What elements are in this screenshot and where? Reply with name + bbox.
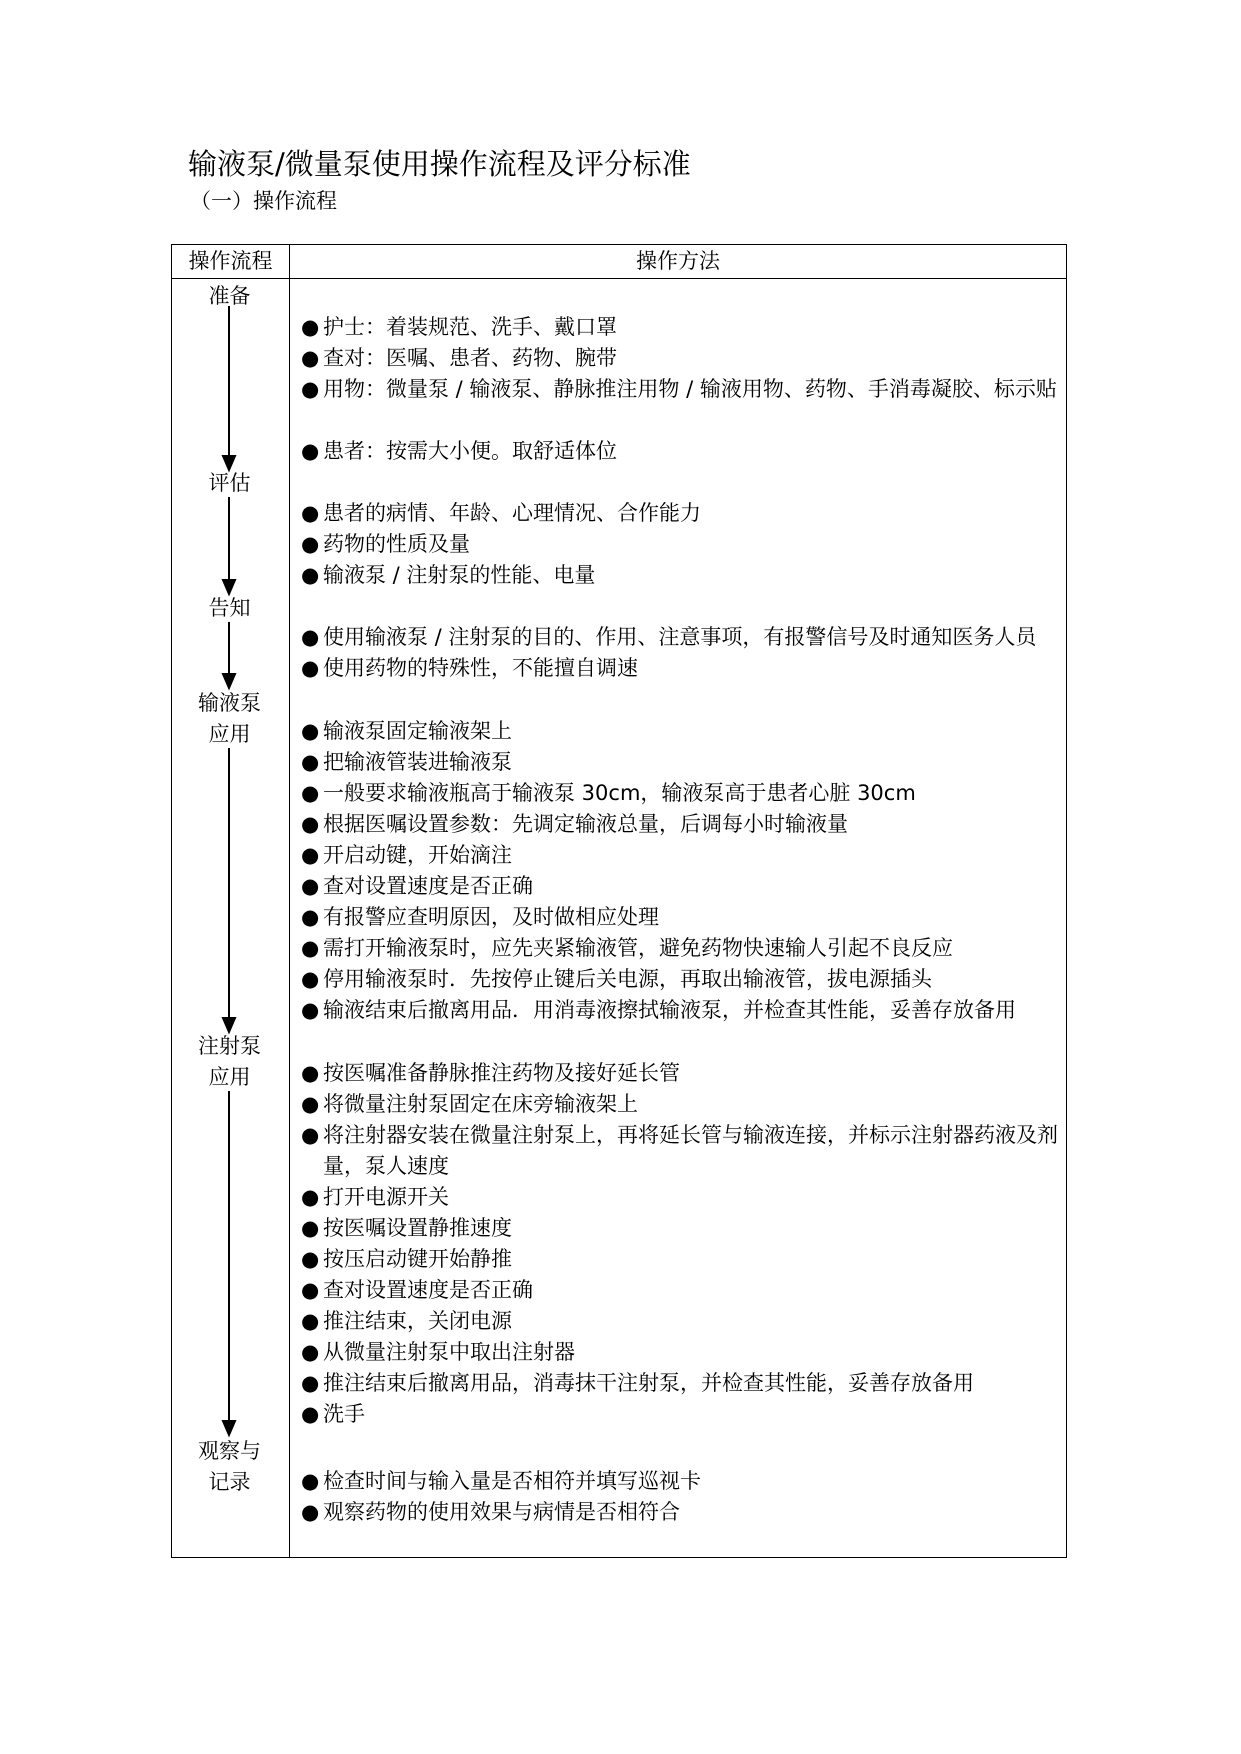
list-item: ● 观察药物的使用效果与病情是否相符合 (301, 1497, 1066, 1528)
list-item: ● 药物的性质及量 (301, 529, 1066, 560)
header-procedure: 操作流程 (188, 249, 273, 273)
list-item: ● 按医嘱准备静脉推注药物及接好延长管 (301, 1058, 1066, 1089)
list-item: ● 一般要求输液瓶高于输液泵 30cm，输液泵高于患者心脏 30cm (301, 778, 1066, 809)
step-label-line: 输液泵 (198, 691, 261, 715)
page-title: 输液泵/微量泵使用操作流程及评分标准 (188, 147, 691, 181)
bullet-icon: ● (301, 1247, 320, 1271)
list-item: ● 推注结束后撤离用品，消毒抹干注射泵，并检查其性能，妥善存放备用 (301, 1368, 1066, 1399)
bullet-icon: ● (301, 1309, 320, 1333)
bullet-icon: ● (301, 967, 320, 991)
list-item: ● 查对：医嘱、患者、药物、腕带 (301, 343, 1066, 374)
bullet-icon: ● (301, 656, 320, 680)
bullet-icon: ● (301, 781, 320, 805)
step-inform: 告知 (208, 596, 251, 620)
bullet-icon: ● (301, 1500, 320, 1524)
bullet-icon: ● (301, 501, 320, 525)
bullet-icon: ● (301, 1185, 320, 1209)
step-prepare: 准备 (208, 284, 251, 308)
list-item: ● 用物：微量泵 / 输液泵、静脉推注用物 / 输液用物、药物、手消毒凝胶、标示贴 (301, 374, 1066, 405)
step-label-line: 应用 (208, 1065, 251, 1089)
list-item: ● 输液泵固定输液架上 (301, 716, 1066, 747)
bullet-icon: ● (301, 1402, 320, 1426)
list-item: ● 查对设置速度是否正确 (301, 871, 1066, 902)
bullet-icon: ● (301, 843, 320, 867)
list-item: ● 输液泵 / 注射泵的性能、电量 (301, 560, 1066, 591)
list-item: ● 将微量注射泵固定在床旁输液架上 (301, 1089, 1066, 1120)
list-item: ● 输液结束后撤离用品．用消毒液擦拭输液泵，并检查其性能，妥善存放备用 (301, 995, 1066, 1026)
list-item: ● 患者的病情、年龄、心理情况、合作能力 (301, 498, 1066, 529)
bullet-icon: ● (301, 532, 320, 556)
list-item: ● 护士：着装规范、洗手、戴口罩 (301, 312, 1066, 343)
arrow-head (223, 1421, 235, 1435)
bullet-icon: ● (301, 1371, 320, 1395)
step-label-line: 应用 (208, 722, 251, 746)
header-method: 操作方法 (636, 249, 720, 273)
step-label-line: 观察与 (198, 1439, 261, 1463)
bullet-icon: ● (301, 1340, 320, 1364)
list-item: ● 开启动键，开始滴注 (301, 840, 1066, 871)
list-item: ● 打开电源开关 (301, 1182, 1066, 1213)
list-item: ● 根据医嘱设置参数：先调定输液总量，后调每小时输液量 (301, 809, 1066, 840)
list-item: ● 需打开输液泵时，应先夹紧输液管，避免药物快速输人引起不良反应 (301, 933, 1066, 964)
bullet-icon: ● (301, 936, 320, 960)
list-item: ● 洗手 (301, 1399, 1066, 1430)
bullet-icon: ● (301, 1216, 320, 1240)
list-item: ● 将注射器安装在微量注射泵上，再将延长管与输液连接，并标示注射器药液及剂量，泵人速度 (301, 1120, 1066, 1182)
arrow-head (223, 580, 235, 594)
bullet-icon: ● (301, 998, 320, 1022)
step-label-line: 记录 (208, 1470, 251, 1494)
bullet-icon: ● (301, 1278, 320, 1302)
bullet-icon: ● (301, 905, 320, 929)
list-item: ● 按医嘱设置静推速度 (301, 1213, 1066, 1244)
bullet-icon: ● (301, 750, 320, 774)
bullet-icon: ● (301, 625, 320, 649)
list-item: ● 使用输液泵 / 注射泵的目的、作用、注意事项，有报警信号及时通知医务人员 (301, 622, 1066, 653)
bullet-icon: ● (301, 1061, 320, 1085)
arrow-head (223, 1018, 235, 1032)
bullet-icon: ● (301, 1092, 320, 1116)
list-item: ● 使用药物的特殊性，不能擅自调速 (301, 653, 1066, 684)
list-item: ● 停用输液泵时．先按停止键后关电源，再取出输液管，拔电源插头 (301, 964, 1066, 995)
bullet-icon: ● (301, 439, 320, 463)
arrow-head (223, 456, 235, 470)
list-item: ● 检查时间与输入量是否相符并填写巡视卡 (301, 1466, 1066, 1497)
step-assess: 评估 (208, 471, 251, 495)
list-item: ● 患者：按需大小便。取舒适体位 (301, 436, 1066, 467)
bullet-icon: ● (301, 719, 320, 743)
list-item: ● 有报警应查明原因，及时做相应处理 (301, 902, 1066, 933)
section-subtitle: （一）操作流程 (190, 189, 337, 213)
arrow-head (223, 674, 235, 688)
bullet-icon: ● (301, 812, 320, 836)
bullet-icon: ● (301, 563, 320, 587)
bullet-icon: ● (301, 1123, 320, 1147)
bullet-icon: ● (301, 874, 320, 898)
bullet-icon: ● (301, 346, 320, 370)
list-item: ● 把输液管装进输液泵 (301, 747, 1066, 778)
list-item: ● 推注结束，关闭电源 (301, 1306, 1066, 1337)
list-item: ● 查对设置速度是否正确 (301, 1275, 1066, 1306)
bullet-icon: ● (301, 315, 320, 339)
list-item: ● 从微量注射泵中取出注射器 (301, 1337, 1066, 1368)
step-label-line: 注射泵 (198, 1034, 261, 1058)
bullet-icon: ● (301, 377, 320, 401)
list-item: ● 按压启动键开始静推 (301, 1244, 1066, 1275)
bullet-icon: ● (301, 1469, 320, 1493)
